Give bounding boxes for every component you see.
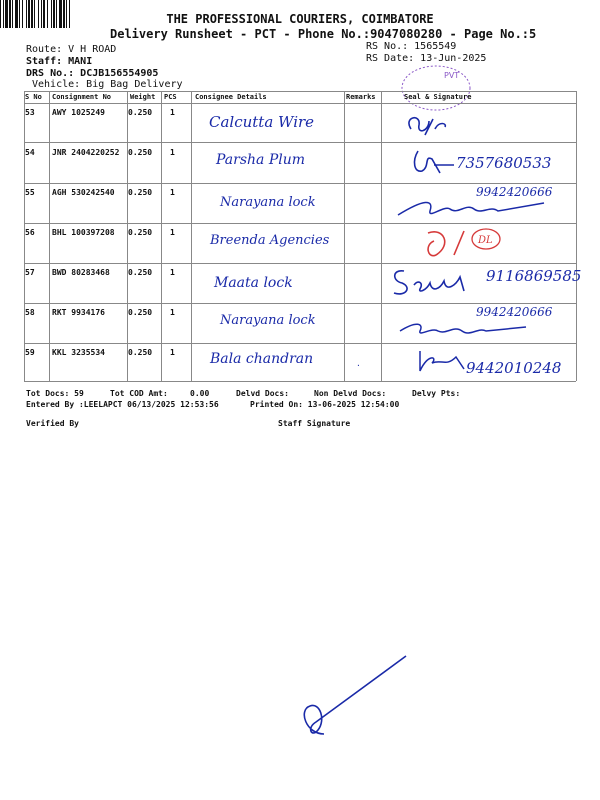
row-sno: 54 bbox=[25, 148, 35, 157]
signature-image bbox=[390, 265, 490, 301]
row-weight: 0.250 bbox=[128, 188, 153, 197]
col-pcs: PCS bbox=[164, 93, 177, 101]
signature-image bbox=[396, 317, 546, 339]
rs-number: RS No.: 1565549 bbox=[366, 41, 457, 52]
delivered-docs: Delvd Docs: bbox=[236, 389, 289, 398]
row-weight: 0.250 bbox=[128, 108, 153, 117]
row-consignee: Breenda Agencies bbox=[210, 233, 330, 248]
remarks-mark: · bbox=[356, 361, 361, 370]
row-weight: 0.250 bbox=[128, 268, 153, 277]
row-consignment: BHL 100397208 bbox=[52, 228, 115, 237]
row-consignment: JNR 2404220252 bbox=[52, 148, 120, 157]
row-pcs: 1 bbox=[170, 348, 175, 357]
row-sno: 53 bbox=[25, 108, 35, 117]
row-sno: 59 bbox=[25, 348, 35, 357]
signature-image bbox=[410, 147, 460, 177]
staff-signature-image bbox=[296, 650, 416, 740]
route-label: Route: V H ROAD bbox=[26, 44, 117, 55]
signature-image bbox=[394, 195, 554, 221]
row-sno: 56 bbox=[25, 228, 35, 237]
row-consignee: Parsha Plum bbox=[216, 152, 306, 168]
row-sno: 58 bbox=[25, 308, 35, 317]
row-pcs: 1 bbox=[170, 148, 175, 157]
row-consignment: BWD 80283468 bbox=[52, 268, 110, 277]
row-consignment: AWY 1025249 bbox=[52, 108, 105, 117]
runsheet-table bbox=[24, 91, 582, 381]
signature-phone: 9116869585 bbox=[486, 267, 582, 285]
signature-phone: 7357680533 bbox=[456, 154, 552, 172]
total-cod-label: Tot COD Amt: bbox=[110, 389, 168, 398]
signature-image bbox=[424, 225, 504, 261]
col-consignee: Consignee Details bbox=[195, 93, 267, 101]
signature-phone: 9442010248 bbox=[466, 359, 562, 377]
row-weight: 0.250 bbox=[128, 148, 153, 157]
entered-by: Entered By :LEELAPCT 06/13/2025 12:53:56 bbox=[26, 400, 219, 409]
row-consignee: Narayana lock bbox=[220, 313, 316, 328]
vehicle-label: Vehicle: Big Bag Delivery bbox=[32, 79, 183, 90]
row-consignee: Calcutta Wire bbox=[209, 113, 315, 131]
row-weight: 0.250 bbox=[128, 348, 153, 357]
drs-number: DRS No.: DCJB156554905 bbox=[26, 68, 159, 79]
col-consignment: Consignment No bbox=[52, 93, 112, 101]
staff-label: Staff: MANI bbox=[26, 56, 93, 67]
row-sno: 55 bbox=[25, 188, 35, 197]
rs-date: RS Date: 13-Jun-2025 bbox=[366, 53, 487, 64]
col-weight: Weight bbox=[130, 93, 156, 101]
row-consignee: Maata lock bbox=[214, 275, 293, 291]
stamp-text: PVT bbox=[444, 71, 460, 80]
row-consignee: Bala chandran bbox=[210, 351, 314, 367]
staff-signature-label: Staff Signature bbox=[278, 419, 351, 428]
col-seal-signature: Seal & Signature bbox=[404, 93, 472, 101]
signature-image bbox=[399, 107, 479, 139]
signature-phone: 9942420666 bbox=[476, 185, 553, 199]
company-title: THE PROFESSIONAL COURIERS, COIMBATORE bbox=[166, 12, 434, 26]
stamp-text: DL bbox=[478, 235, 493, 246]
row-pcs: 1 bbox=[170, 188, 175, 197]
signature-phone: 9942420666 bbox=[476, 305, 553, 319]
col-sno: S No bbox=[25, 93, 42, 101]
row-sno: 57 bbox=[25, 268, 35, 277]
row-consignment: KKL 3235534 bbox=[52, 348, 105, 357]
row-pcs: 1 bbox=[170, 228, 175, 237]
row-weight: 0.250 bbox=[128, 228, 153, 237]
col-remarks: Remarks bbox=[346, 93, 376, 101]
row-pcs: 1 bbox=[170, 308, 175, 317]
row-weight: 0.250 bbox=[128, 308, 153, 317]
non-delivered-docs: Non Delvd Docs: bbox=[314, 389, 387, 398]
printed-on: Printed On: 13-06-2025 12:54:00 bbox=[250, 400, 400, 409]
row-consignee: Narayana lock bbox=[220, 195, 316, 210]
verified-by-label: Verified By bbox=[26, 419, 79, 428]
row-pcs: 1 bbox=[170, 108, 175, 117]
row-consignment: AGH 530242540 bbox=[52, 188, 115, 197]
runsheet-subtitle: Delivery Runsheet - PCT - Phone No.:9047080280 - Page No.:5 bbox=[110, 27, 537, 41]
total-cod-value: 0.00 bbox=[190, 389, 210, 398]
delivery-points: Delvy Pts: bbox=[412, 389, 461, 398]
total-docs: Tot Docs: 59 bbox=[26, 389, 84, 398]
signature-image bbox=[412, 347, 472, 377]
row-pcs: 1 bbox=[170, 268, 175, 277]
row-consignment: RKT 9934176 bbox=[52, 308, 105, 317]
